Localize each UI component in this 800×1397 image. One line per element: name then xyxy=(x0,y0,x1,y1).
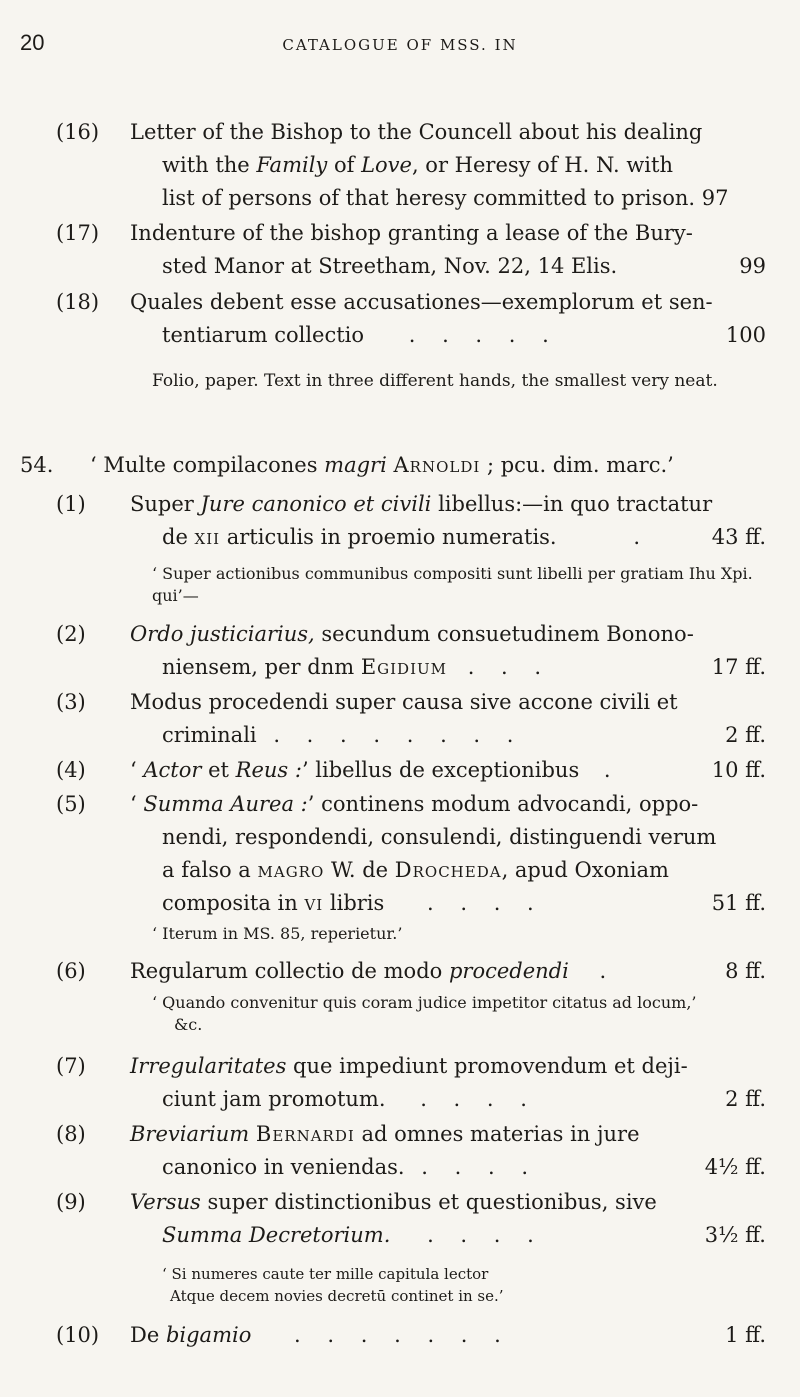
entry-16 xyxy=(56,116,766,215)
entry-number: (5) xyxy=(56,792,86,816)
entry-number: (2) xyxy=(56,622,86,646)
entry-number: (8) xyxy=(56,1122,86,1146)
folio-ref: 3½ ff. xyxy=(704,1223,766,1247)
entry-line: Super Jure canonico et civili libellus:—in quo tractatur xyxy=(130,492,713,516)
folio-ref: 8 ff. xyxy=(725,959,766,983)
page-number: 20 xyxy=(20,30,45,55)
entry-line: Versus super distinctionibus et questionibus, sive xyxy=(130,1190,657,1214)
entry-text: de xii articulis in proemio numeratis. xyxy=(162,525,557,549)
leader-dots: . . . . xyxy=(427,1223,544,1247)
entry-line: Modus procedendi super causa sive accone civili et xyxy=(130,690,678,714)
folio-ref: 43 ff. xyxy=(711,525,766,549)
leader-dots: . . . . xyxy=(427,891,544,915)
folio-ref: 100 xyxy=(725,323,766,347)
folio-ref: 99 xyxy=(739,254,766,278)
entry-number: (10) xyxy=(56,1323,100,1347)
folio-ref: 2 ff. xyxy=(725,1087,766,1111)
leader-dots: . . . xyxy=(467,655,552,679)
leader-dots: . xyxy=(599,959,617,983)
entry-line xyxy=(130,521,766,554)
entry-line xyxy=(130,319,766,352)
entry-line: niensem, per dnm Egidium . . . 17 ff. xyxy=(130,651,766,684)
entry-line: Irregularitates que impediunt promovendum et deji- xyxy=(130,1054,688,1078)
entry-number: (1) xyxy=(56,492,86,516)
entry-number: (16) xyxy=(56,120,100,144)
note-iterum: ‘ Iterum in MS. 85, reperietur.’ xyxy=(152,924,403,943)
folio-ref: 1 ff. xyxy=(725,1323,766,1347)
entry-line: criminali . . . . . . . . 2 ff. xyxy=(130,719,766,752)
entry-number: (18) xyxy=(56,290,100,314)
entry-line: De bigamio . . . . . . . 1 ff. xyxy=(130,1319,766,1352)
entry-54-9 xyxy=(56,1186,766,1252)
entry-text: tentiarum collectio xyxy=(162,323,365,347)
folio-ref: 17 ff. xyxy=(711,655,766,679)
description-note: Folio, paper. Text in three different hands, the smallest very neat. xyxy=(152,371,718,391)
entry-54-4 xyxy=(56,754,766,787)
entry-line: canonico in veniendas. . . . . 4½ ff. xyxy=(130,1151,766,1184)
entry-18 xyxy=(56,286,766,352)
entry-text: sted Manor at Streetham, Nov. 22, 14 Elis. xyxy=(162,254,618,278)
entry-line: ‘ Actor et Reus :’ libellus de exceptionibus . 10 ff. xyxy=(130,754,766,787)
entry-line: Quales debent esse accusationes—exemplorum et sen- xyxy=(130,290,713,314)
entry-54-2 xyxy=(56,618,766,684)
entry-number: (4) xyxy=(56,758,86,782)
entry-line: ciunt jam promotum. . . . . 2 ff. xyxy=(130,1083,766,1116)
entry-line: list of persons of that heresy committed to prison. 97 xyxy=(162,186,729,210)
entry-54-title xyxy=(20,449,766,482)
entry-number: 54. xyxy=(20,453,54,477)
entry-line: nendi, respondendi, consulendi, distinguendi verum xyxy=(162,825,717,849)
entry-17 xyxy=(56,217,766,283)
entry-line: composita in vi libris . . . . 51 ff. xyxy=(130,887,766,920)
entry-number: (6) xyxy=(56,959,86,983)
entry-54-6 xyxy=(56,955,766,988)
entry-line xyxy=(130,250,766,283)
incipit-quote: ‘ Quando convenitur quis coram judice impetitor citatus ad locum,’ &c. xyxy=(152,993,697,1034)
entry-line: Letter of the Bishop to the Councell about his dealing xyxy=(130,120,703,144)
folio-ref: 10 ff. xyxy=(711,758,766,782)
entry-number: (7) xyxy=(56,1054,86,1078)
entry-54-8 xyxy=(56,1118,766,1184)
leader-dots: . . . . xyxy=(420,1087,537,1111)
leader-dots: . . . . . . . . xyxy=(273,723,524,747)
folio-ref: 4½ ff. xyxy=(704,1155,766,1179)
entry-number: (17) xyxy=(56,221,100,245)
entry-line: Breviarium Bernardi ad omnes materias in jure xyxy=(130,1122,640,1146)
entry-54-3 xyxy=(56,686,766,752)
entry-line: Summa Decretorium. . . . . 3½ ff. xyxy=(130,1219,766,1252)
leader-dots: . xyxy=(603,758,621,782)
entry-number: (3) xyxy=(56,690,86,714)
entry-number: (9) xyxy=(56,1190,86,1214)
entry-line: Indenture of the bishop granting a lease of the Bury- xyxy=(130,221,693,245)
folio-ref: 2 ff. xyxy=(725,723,766,747)
leader-dots: . . . . . . . xyxy=(294,1323,511,1347)
verse-quote: ‘ Si numeres caute ter mille capitula lector Atque decem novies decretū continet in se.’ xyxy=(162,1265,504,1305)
entry-line: with the Family of Love, or Heresy of H. N. with xyxy=(162,153,673,177)
running-title: CATALOGUE OF MSS. IN xyxy=(282,36,518,54)
entry-54-5 xyxy=(56,788,766,920)
entry-54-10 xyxy=(56,1319,766,1352)
leader-dots: . . . . . xyxy=(408,323,559,347)
entry-line: Ordo justiciarius, secundum consuetudinem Bonono- xyxy=(130,622,694,646)
entry-54-7 xyxy=(56,1050,766,1116)
leader-dots: . . . . xyxy=(421,1155,539,1179)
leader-dots: . xyxy=(633,525,650,549)
incipit-quote: ‘ Super actionibus communibus compositi sunt libelli per gratiam Ihu Xpi. qui’— xyxy=(152,564,753,605)
folio-ref: 51 ff. xyxy=(711,891,766,915)
entry-line: Regularum collectio de modo procedendi . 8 ff. xyxy=(130,955,766,988)
entry-54-1 xyxy=(56,488,766,554)
entry-line: a falso a magro W. de Drocheda, apud Oxoniam xyxy=(162,858,669,882)
entry-line: ‘ Summa Aurea :’ continens modum advocandi, oppo- xyxy=(130,792,699,816)
entry-line: ‘ Multe compilacones magri Arnoldi ; pcu. dim. marc.’ xyxy=(90,453,674,477)
